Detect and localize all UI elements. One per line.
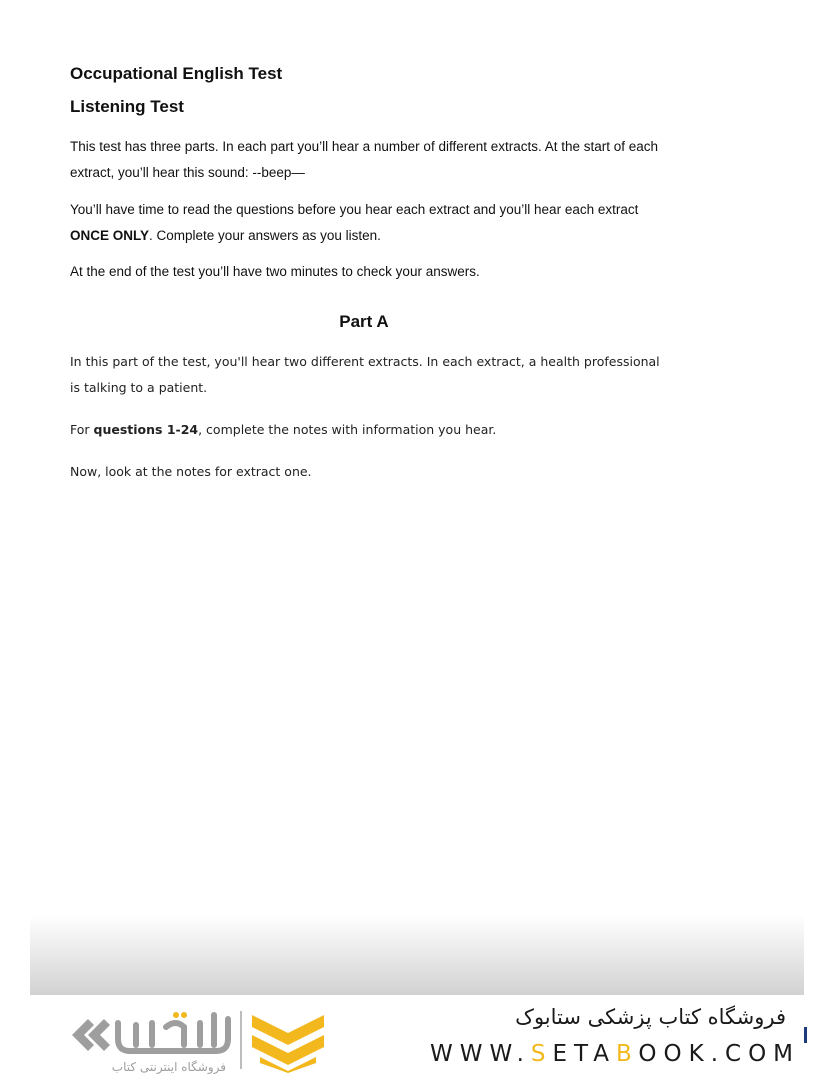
part-a-paragraph-3: Now, look at the notes for extract one. [70,464,312,479]
intro-paragraph-3: At the end of the test you’ll have two minutes to check your answers. [70,264,480,279]
logo-divider [240,1011,242,1069]
website-part-1: WWW. [430,1041,531,1067]
website-part-5: OOK.COM [638,1041,801,1067]
intro-paragraph-2-text-after: . Complete your answers as you listen. [149,228,381,243]
website-highlight-s: S [530,1041,553,1067]
edge-mark [804,1027,807,1043]
part-a-heading: Part A [339,312,389,331]
part-a-paragraph-2 [70,417,670,443]
website-highlight-b: B [616,1041,639,1067]
book-chevron-icon [250,1011,326,1073]
intro-paragraph-2-text-before: You’ll have time to read the questions before you hear each extract and you’ll hear each extract [70,202,639,217]
part-a-paragraph-2-text-before: For [70,422,94,437]
questions-range-emphasis: questions 1-24 [93,422,199,437]
logo-tagline: فروشگاه اینترنتی کتاب [111,1060,226,1074]
document-title: Occupational English Test [70,64,283,83]
setabook-logo [66,1005,236,1075]
page-bottom-shadow [30,915,804,995]
document-subtitle: Listening Test [70,97,184,116]
intro-paragraph-1: This test has three parts. In each part you’ll hear a number of different extracts. At the start of each extract, you’ll hear this sound: --beep— [70,139,659,180]
part-a-paragraph-1: In this part of the test, you'll hear two different extracts. In each extract, a health professional is talking to a patient. [70,354,660,395]
shop-name: فروشگاه کتاب پزشکی ستابوک [515,1005,786,1029]
part-a-paragraph-2-text-after: , complete the notes with information you hear. [198,422,497,437]
intro-paragraph-2 [70,197,670,249]
logo-wordmark-shape [118,1015,228,1051]
publisher-footer [0,995,834,1080]
website-part-3: ETA [552,1041,617,1067]
once-only-emphasis: ONCE ONLY [70,228,150,243]
double-chevron-icon [72,1019,110,1051]
website-address [430,1041,800,1067]
